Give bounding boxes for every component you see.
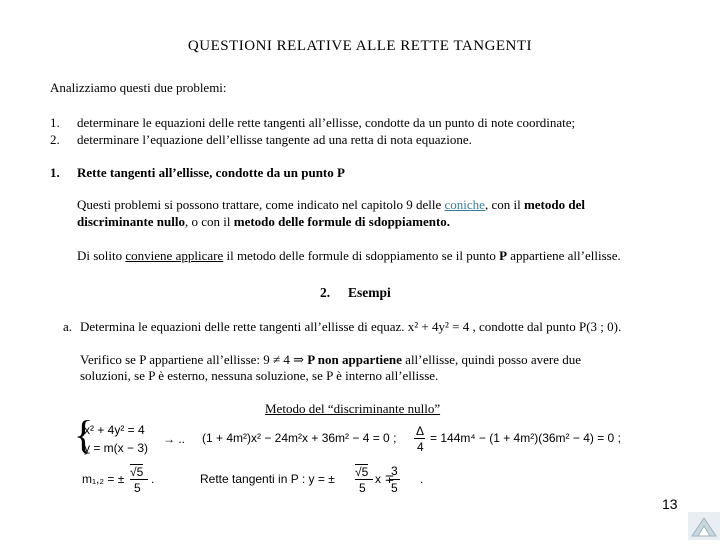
page-number: 13 bbox=[662, 496, 678, 512]
verify-text: Verifico se P appartiene all’ellisse: 9 ≠ 4 ⇒ bbox=[80, 352, 308, 367]
paragraph-2-text: Di solito bbox=[77, 248, 126, 263]
page-corner-icon[interactable] bbox=[688, 512, 720, 540]
verify-text-2: all’ellisse, quindi posso avere due bbox=[401, 352, 581, 367]
method-bold-3: metodo delle formule di sdoppiamento. bbox=[233, 214, 451, 229]
verify-line-2: soluzioni, se P è esterno, nessuna soluzione, se P è interno all’ellisse. bbox=[80, 368, 439, 383]
delta-denominator: 4 bbox=[417, 440, 424, 454]
not-belongs-bold: P non appartiene bbox=[307, 352, 402, 367]
section-1-heading: Rette tangenti all’ellisse, condotte da un punto P bbox=[77, 165, 345, 180]
arrow-symbol: → .. bbox=[163, 432, 186, 446]
method-title: Metodo del “discriminante nullo” bbox=[265, 401, 441, 416]
paragraph-1-text-2: , con il bbox=[484, 197, 524, 212]
intercept-fraction-line bbox=[389, 479, 400, 480]
coniche-link[interactable]: coniche bbox=[444, 197, 485, 212]
delta-symbol: Δ bbox=[416, 424, 425, 438]
method-bold-2: discriminante nullo bbox=[77, 214, 185, 229]
system-brace: { bbox=[74, 412, 94, 457]
paragraph-1-line-2 bbox=[77, 214, 450, 230]
method-bold-1: metodo del bbox=[523, 197, 585, 212]
paragraph-2-text-2: il metodo delle formule di sdoppiamento se il punto bbox=[223, 248, 500, 263]
section-2-number: 2. bbox=[320, 285, 331, 300]
slope-sqrt5: √5 bbox=[355, 465, 369, 479]
paragraph-1-text-3: , o con il bbox=[185, 214, 234, 229]
m-denominator: 5 bbox=[134, 481, 141, 495]
m-solutions-label: m₁,₂ = ± bbox=[82, 472, 125, 486]
example-a-text: Determina le equazioni delle rette tangenti all’ellisse di equaz. x² + 4y² = 4 , condotte dal punto P(3 ; 0). bbox=[80, 319, 622, 334]
m-period: . bbox=[151, 472, 155, 486]
problem-1-text: determinare le equazioni delle rette tangenti all’ellisse, condotte da un punto di note coordinate; bbox=[77, 115, 576, 130]
intercept-numerator: 3 bbox=[391, 464, 398, 478]
problem-2-number: 2. bbox=[50, 132, 60, 147]
paragraph-2-text-3: appartiene all’ellisse. bbox=[507, 248, 621, 263]
paragraph-1-text: Questi problemi si possono trattare, come indicato nel capitolo 9 delle bbox=[77, 197, 445, 212]
sqrt5-numerator: √5 bbox=[130, 465, 144, 479]
slope-fraction-line bbox=[355, 479, 373, 480]
problem-2-text: determinare l’equazione dell’ellisse tangente ad una retta di nota equazione. bbox=[77, 132, 472, 147]
section-2-heading: Esempi bbox=[348, 285, 391, 300]
system-equation-2: y = m(x − 3) bbox=[84, 441, 149, 455]
system-equation-1: x² + 4y² = 4 bbox=[84, 423, 145, 437]
delta-fraction-line bbox=[414, 438, 425, 439]
slope-denominator: 5 bbox=[359, 481, 366, 495]
problem-1-number: 1. bbox=[50, 115, 60, 130]
paragraph-2 bbox=[77, 248, 621, 264]
quadratic-equation: (1 + 4m²)x² − 24m²x + 36m² − 4 = 0 ; bbox=[202, 431, 397, 445]
conviene-underlined: conviene applicare bbox=[125, 248, 224, 263]
x-term: x ∓ bbox=[375, 472, 395, 486]
example-a-label: a. bbox=[63, 319, 73, 334]
intercept-period: . bbox=[420, 472, 424, 486]
intercept-denominator: 5 bbox=[391, 481, 398, 495]
discriminant-equation: = 144m⁴ − (1 + 4m²)(36m² − 4) = 0 ; bbox=[430, 431, 621, 445]
tangent-lines-label: Rette tangenti in P : y = ± bbox=[200, 472, 335, 486]
m-fraction-line bbox=[130, 479, 148, 480]
intro-text: Analizziamo questi due problemi: bbox=[50, 80, 227, 95]
point-p-bold: P bbox=[499, 248, 508, 263]
verify-line-1 bbox=[80, 352, 581, 368]
section-1-number: 1. bbox=[50, 165, 60, 180]
paragraph-1-line-1 bbox=[77, 197, 585, 213]
page-title: QUESTIONI RELATIVE ALLE RETTE TANGENTI bbox=[187, 38, 533, 54]
